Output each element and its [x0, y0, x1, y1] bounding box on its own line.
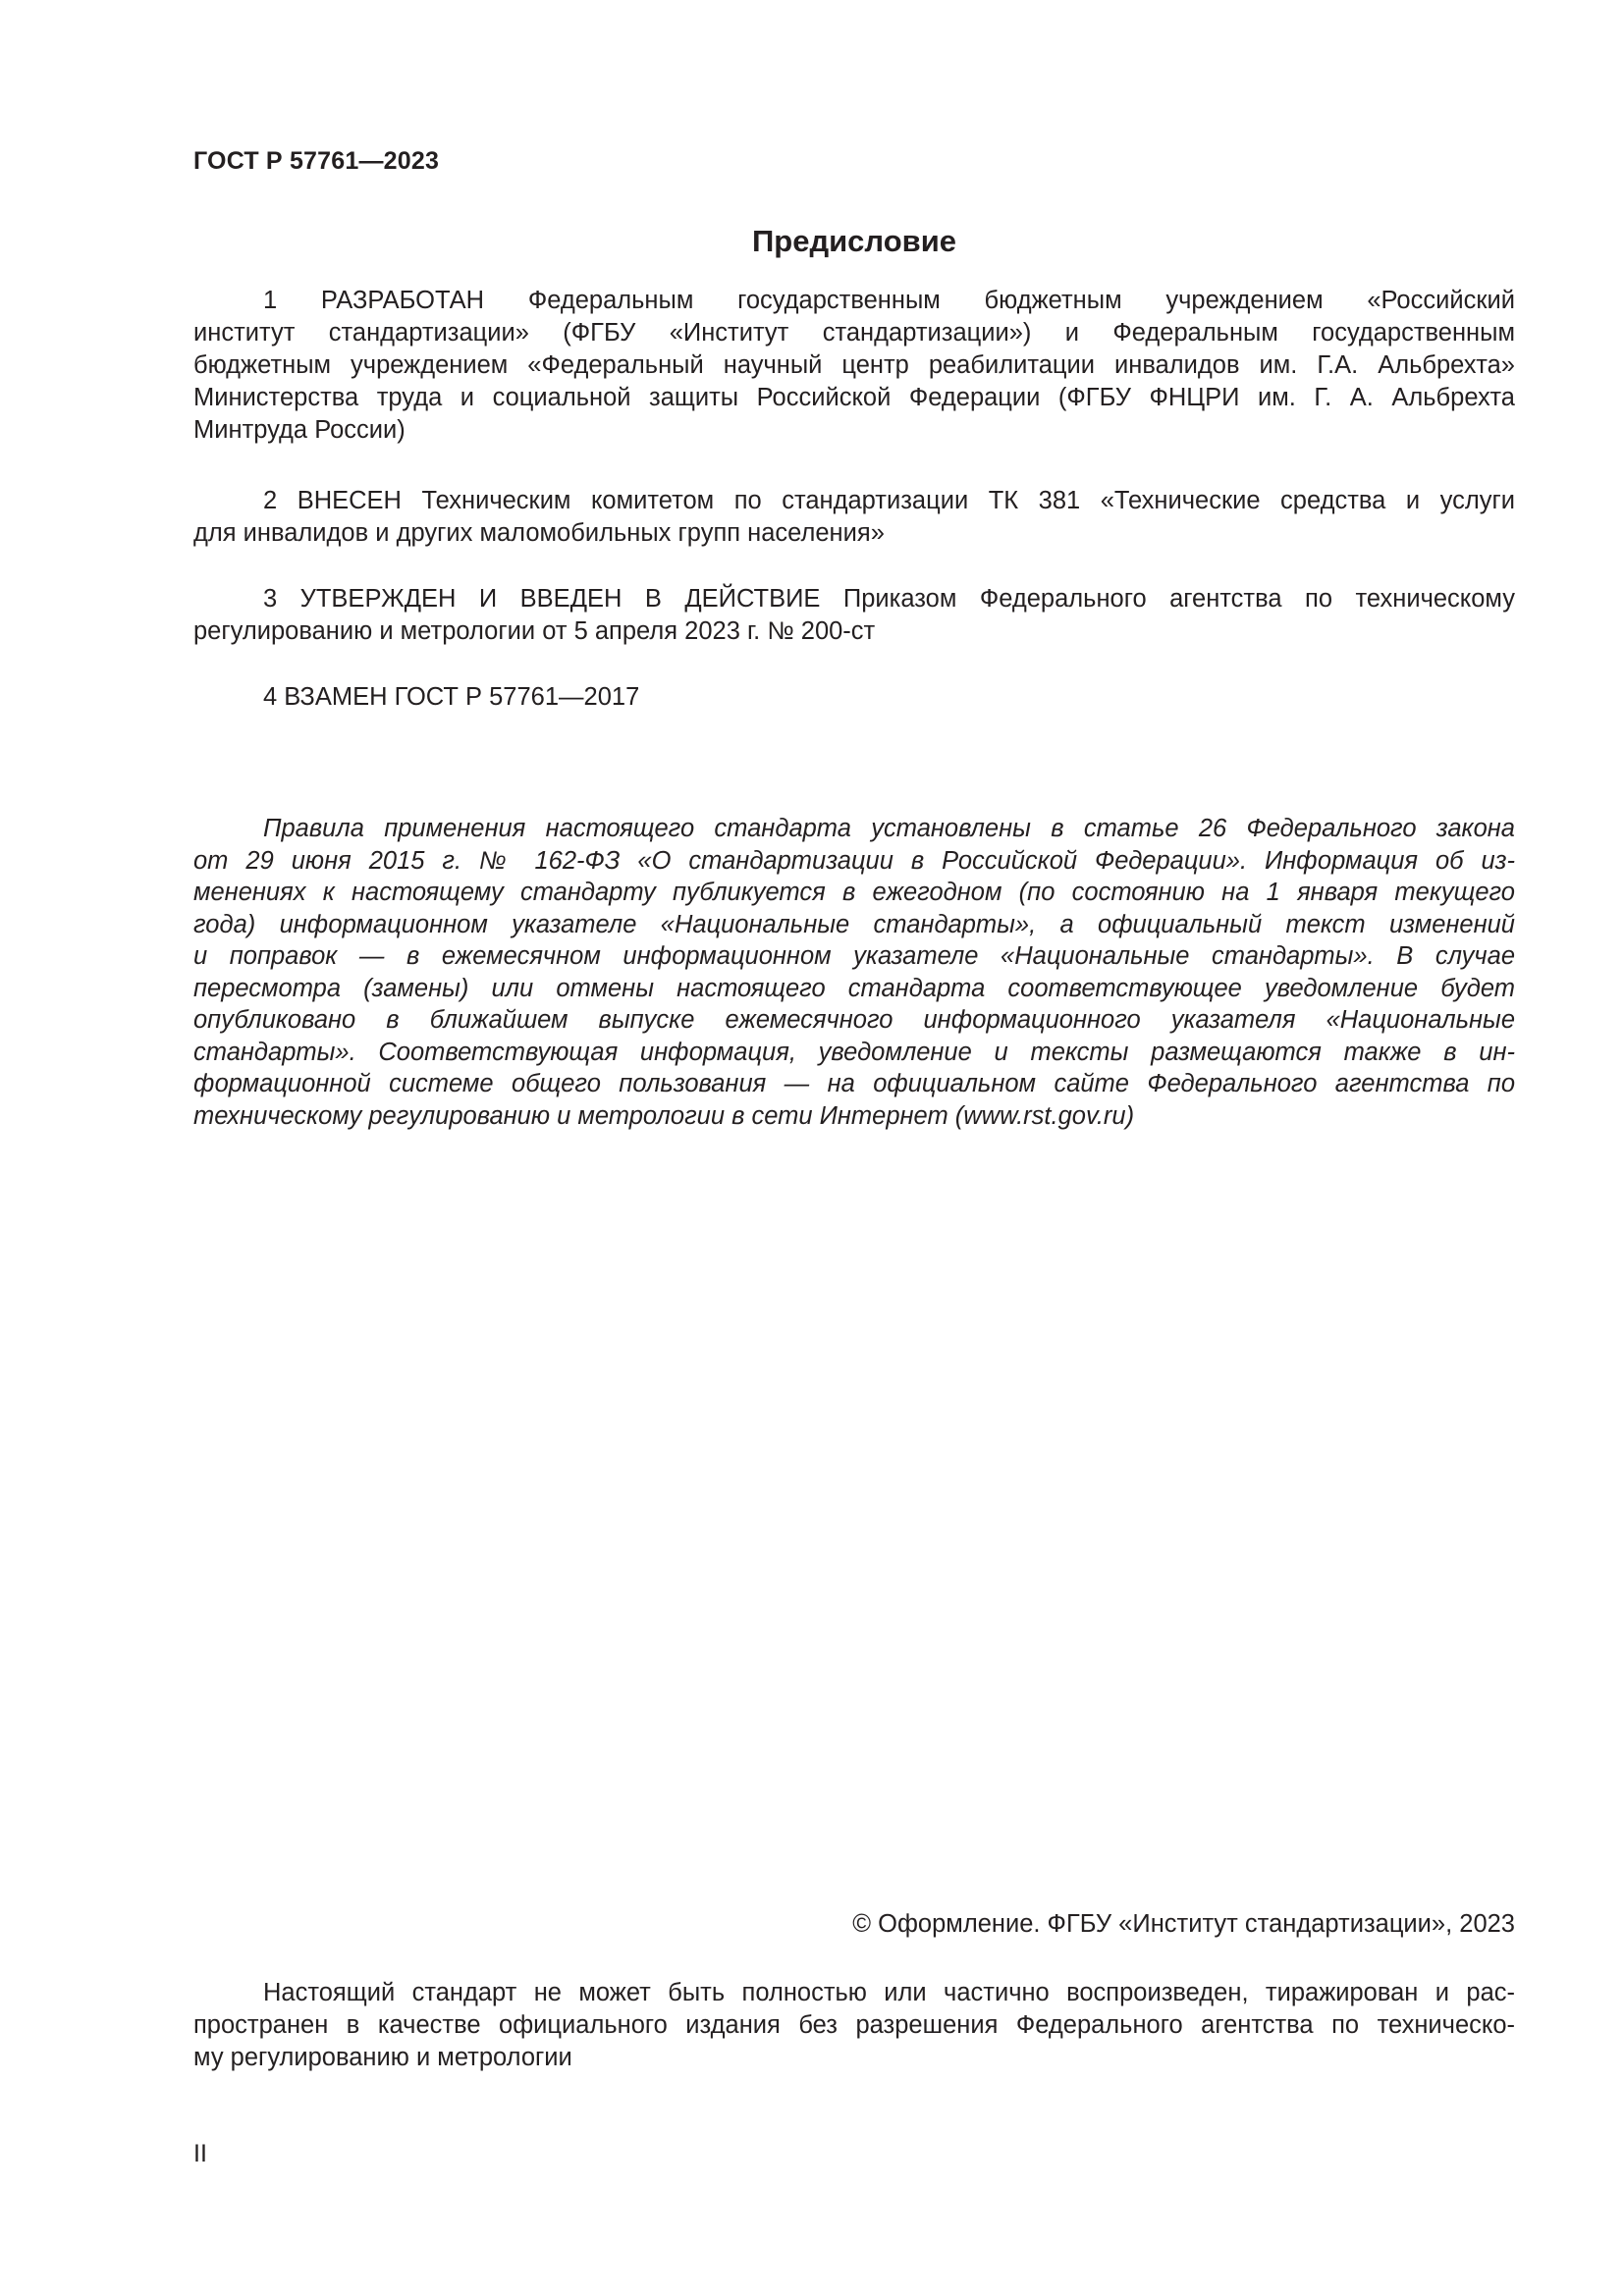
foreword-item-1 [193, 285, 1515, 447]
application-note-line: стандарты». Соответствующая информация, уведомление и тексты размещаются также в ин- [193, 1038, 1515, 1066]
foreword-item-3-line: 3 УТВЕРЖДЕН И ВВЕДЕН В ДЕЙСТВИЕ Приказом Федерального агентства по техническому [263, 585, 1515, 613]
reproduction-notice-line: му регулированию и метрологии [193, 2044, 572, 2071]
application-note-line: и поправок — в ежемесячном информационном указателе «Национальные стандарты». В случае [193, 942, 1515, 970]
application-note-line: пересмотра (замены) или отмены настоящего стандарта соответствующее уведомление будет [193, 974, 1515, 1002]
foreword-item-1-line: Министерства труда и социальной защиты Российской Федерации (ФГБУ ФНЦРИ им. Г. А. Альбрехта [193, 384, 1515, 411]
reproduction-notice-line: пространен в качестве официального издания без разрешения Федерального агентства по техническо- [193, 2011, 1515, 2039]
foreword-item-3 [193, 583, 1515, 648]
reproduction-notice [193, 1977, 1515, 2074]
application-note-line: формационной системе общего пользования — на официальном сайте Федерального агентства по [193, 1070, 1515, 1097]
application-note-line: Правила применения настоящего стандарта установлены в статье 26 Федерального закона [263, 815, 1515, 842]
copyright-notice: © Оформление. ФГБУ «Институт стандартизации», 2023 [852, 1910, 1515, 1938]
foreword-item-2 [193, 485, 1515, 550]
application-note-line: техническому регулированию и метрологии в сети Интернет (www.rst.gov.ru) [193, 1101, 1135, 1130]
foreword-item-2-line: 2 ВНЕСЕН Техническим комитетом по стандартизации ТК 381 «Технические средства и услуги [263, 487, 1515, 514]
application-note-line: опубликовано в ближайшем выпуске ежемесячного информационного указателя «Национальные [193, 1006, 1515, 1034]
application-note-line: от 29 июня 2015 г. № 162-ФЗ «О стандартизации в Российской Федерации». Информация об из- [193, 846, 1515, 875]
standard-code-header: ГОСТ Р 57761—2023 [193, 147, 440, 175]
application-note [193, 813, 1515, 1132]
application-note-line: менениях к настоящему стандарту публикуется в ежегодном (по состоянию на 1 января текущего [193, 879, 1515, 906]
foreword-item-1-line: Минтруда России) [193, 416, 406, 444]
foreword-item-4-line: 4 ВЗАМЕН ГОСТ Р 57761—2017 [263, 683, 640, 711]
page-number: II [193, 2140, 207, 2167]
foreword-item-1-line: бюджетным учреждением «Федеральный научный центр реабилитации инвалидов им. Г.А. Альбрехта» [193, 351, 1515, 379]
foreword-item-4 [193, 681, 1515, 714]
foreword-item-3-line: регулированию и метрологии от 5 апреля 2023 г. № 200-ст [193, 617, 876, 645]
application-note-line: года) информационном указателе «Национальные стандарты», а официальный текст изменений [193, 910, 1515, 938]
reproduction-notice-line: Настоящий стандарт не может быть полностью или частично воспроизведен, тиражирован и рас- [263, 1979, 1515, 2006]
foreword-item-1-line: 1 РАЗРАБОТАН Федеральным государственным бюджетным учреждением «Российский [263, 287, 1515, 314]
foreword-item-2-line: для инвалидов и других маломобильных групп населения» [193, 519, 885, 547]
foreword-title: Предисловие [751, 224, 956, 258]
foreword-item-1-line: институт стандартизации» (ФГБУ «Институт стандартизации») и Федеральным государственным [193, 319, 1515, 347]
